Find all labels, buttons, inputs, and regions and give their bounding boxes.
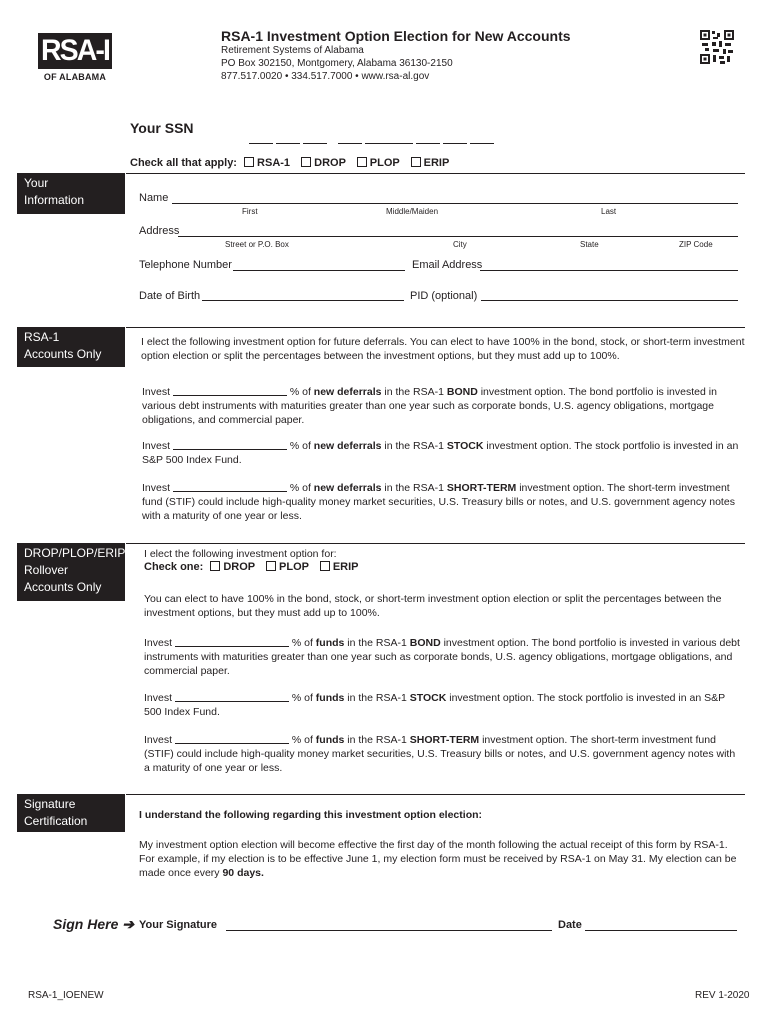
org-address: PO Box 302150, Montgomery, Alabama 36130-2150 bbox=[221, 58, 453, 69]
rsa1-intro: I elect the following investment option for future deferrals. You can elect to have 100% in the bond, stock, or short-term investment option election or split the percentages between the investment options, but they must add up to 100%. bbox=[141, 336, 745, 362]
drop-option-label: DROP bbox=[314, 157, 346, 169]
signature-field[interactable] bbox=[226, 930, 552, 931]
drop-short-term-percent-field[interactable] bbox=[175, 743, 289, 744]
rsa1-short-term-election: Invest % of new deferrals in the RSA-1 SHORT-TERM investment option. The short-term investment fund (STIF) could include high-quality money market securities, U.S. Treasury bills or notes, and U.S. government agency notes with a maturity of one year or less. bbox=[142, 482, 735, 522]
qr-code-icon bbox=[700, 30, 734, 64]
rsa1-checkbox[interactable] bbox=[244, 157, 254, 167]
account-type-checks bbox=[130, 157, 449, 169]
ssn-field-5[interactable] bbox=[365, 143, 389, 144]
name-label: Name bbox=[139, 192, 169, 204]
plop-checkbox[interactable] bbox=[357, 157, 367, 167]
rollover-plop-checkbox[interactable] bbox=[266, 561, 276, 571]
email-field[interactable] bbox=[480, 270, 738, 271]
signature-label: Your Signature bbox=[139, 919, 218, 931]
ssn-field-1[interactable] bbox=[249, 143, 273, 144]
address-field[interactable] bbox=[178, 236, 738, 237]
drop-bond-election: Invest % of funds in the RSA-1 BOND investment option. The bond portfolio is invested in various debt instruments with maturities greater than one year such as corporate bonds, U.S. agency obligations, mortgage obligations, and commercial paper. bbox=[144, 637, 740, 677]
name-middle-caption: Middle/Maiden bbox=[386, 207, 439, 216]
drop-split-text: You can elect to have 100% in the bond, stock, or short-term investment option election or split the percentages between the investment options, but they must add up to 100%. bbox=[144, 593, 722, 619]
drop-short-term-election: Invest % of funds in the RSA-1 SHORT-TERM investment option. The short-term investment fund (STIF) could include high-quality money market securities, U.S. Treasury bills or notes, and U.S. government agency notes with a maturity of one year or less. bbox=[144, 734, 736, 774]
rsa1-option-label: RSA-1 bbox=[257, 157, 291, 169]
ssn-field-2[interactable] bbox=[276, 143, 300, 144]
logo-main-text: RSA-I bbox=[40, 34, 110, 67]
section-label-your-information: Your Information bbox=[17, 173, 125, 214]
pid-label: PID (optional) bbox=[410, 290, 478, 302]
rsa1-bond-percent-field[interactable] bbox=[173, 395, 287, 396]
telephone-label: Telephone Number bbox=[139, 259, 232, 271]
pid-field[interactable] bbox=[481, 300, 738, 301]
address-zip-caption: ZIP Code bbox=[679, 240, 713, 249]
section-label-rsa1: RSA-1 Accounts Only bbox=[17, 327, 125, 367]
rollover-type-checks: Check one: DROP PLOP ERIP bbox=[144, 561, 359, 573]
understand-heading: I understand the following regarding this investment option election: bbox=[139, 809, 483, 821]
plop-option-label: PLOP bbox=[369, 157, 400, 169]
name-field[interactable] bbox=[172, 203, 738, 204]
drop-intro: I elect the following investment option for: bbox=[144, 548, 337, 560]
logo-sub-text: OF ALABAMA bbox=[43, 72, 107, 82]
section-label-drop-plop-erip: DROP/PLOP/ERIP Rollover Accounts Only bbox=[17, 543, 125, 601]
ssn-field-6[interactable] bbox=[389, 143, 413, 144]
email-label: Email Address bbox=[412, 259, 483, 271]
rsa1-stock-election: Invest % of new deferrals in the RSA-1 STOCK investment option. The stock portfolio is invested in an S&P 500 Index Fund. bbox=[142, 440, 739, 466]
erip-option-label: ERIP bbox=[423, 157, 450, 169]
drop-stock-percent-field[interactable] bbox=[175, 701, 289, 702]
section-divider bbox=[126, 327, 745, 328]
sign-here-label: Sign Here ➔ bbox=[53, 916, 134, 932]
check-one-label: Check one: bbox=[144, 561, 204, 573]
org-contact: 877.517.0020 • 334.517.7000 • www.rsa-al.gov bbox=[221, 71, 430, 82]
ssn-label: Your SSN bbox=[130, 120, 194, 136]
address-label: Address bbox=[139, 225, 180, 237]
name-last-caption: Last bbox=[601, 207, 617, 216]
check-all-label: Check all that apply: bbox=[130, 157, 237, 169]
section-divider bbox=[126, 794, 745, 795]
section-divider bbox=[126, 173, 745, 174]
ssn-field-4[interactable] bbox=[338, 143, 362, 144]
section-label-signature-certification: Signature Certification bbox=[17, 794, 125, 832]
drop-stock-election: Invest % of funds in the RSA-1 STOCK investment option. The stock portfolio is invested in an S&P 500 Index Fund. bbox=[144, 692, 725, 718]
rollover-drop-checkbox[interactable] bbox=[210, 561, 220, 571]
effective-text: My investment option election will become effective the first day of the month following the actual receipt of this form by RSA-1. For example, if my election is to be effective June 1, my election form must be received by RSA-1 on May 31. My election can be made once every 90 days. bbox=[139, 839, 737, 879]
ssn-field-3[interactable] bbox=[303, 143, 327, 144]
form-title: RSA-1 Investment Option Election for New Accounts bbox=[221, 28, 571, 44]
rollover-erip-checkbox[interactable] bbox=[320, 561, 330, 571]
org-name: Retirement Systems of Alabama bbox=[221, 45, 364, 56]
date-field[interactable] bbox=[585, 930, 737, 931]
section-divider bbox=[126, 543, 745, 544]
dob-field[interactable] bbox=[202, 300, 404, 301]
address-state-caption: State bbox=[580, 240, 599, 249]
drop-checkbox[interactable] bbox=[301, 157, 311, 167]
dob-label: Date of Birth bbox=[139, 290, 201, 302]
telephone-field[interactable] bbox=[233, 270, 405, 271]
rsa1-short-term-percent-field[interactable] bbox=[173, 491, 287, 492]
rsa1-bond-election: Invest % of new deferrals in the RSA-1 BOND investment option. The bond portfolio is invested in various debt instruments with maturities greater than one year such as corporate bonds, U.S. agency obligations, mortgage obligations, and commercial paper. bbox=[142, 386, 717, 426]
address-city-caption: City bbox=[453, 240, 467, 249]
date-label: Date bbox=[558, 919, 582, 931]
ssn-field-8[interactable] bbox=[443, 143, 467, 144]
rsa1-stock-percent-field[interactable] bbox=[173, 449, 287, 450]
rsa-logo bbox=[38, 33, 116, 83]
address-street-caption: Street or P.O. Box bbox=[225, 240, 289, 249]
ssn-field-7[interactable] bbox=[416, 143, 440, 144]
ssn-field-9[interactable] bbox=[470, 143, 494, 144]
drop-bond-percent-field[interactable] bbox=[175, 646, 289, 647]
erip-checkbox[interactable] bbox=[411, 157, 421, 167]
form-id: RSA-1_IOENEW bbox=[28, 990, 104, 1001]
revision-label: REV 1-2020 bbox=[695, 990, 750, 1001]
name-first-caption: First bbox=[242, 207, 258, 216]
